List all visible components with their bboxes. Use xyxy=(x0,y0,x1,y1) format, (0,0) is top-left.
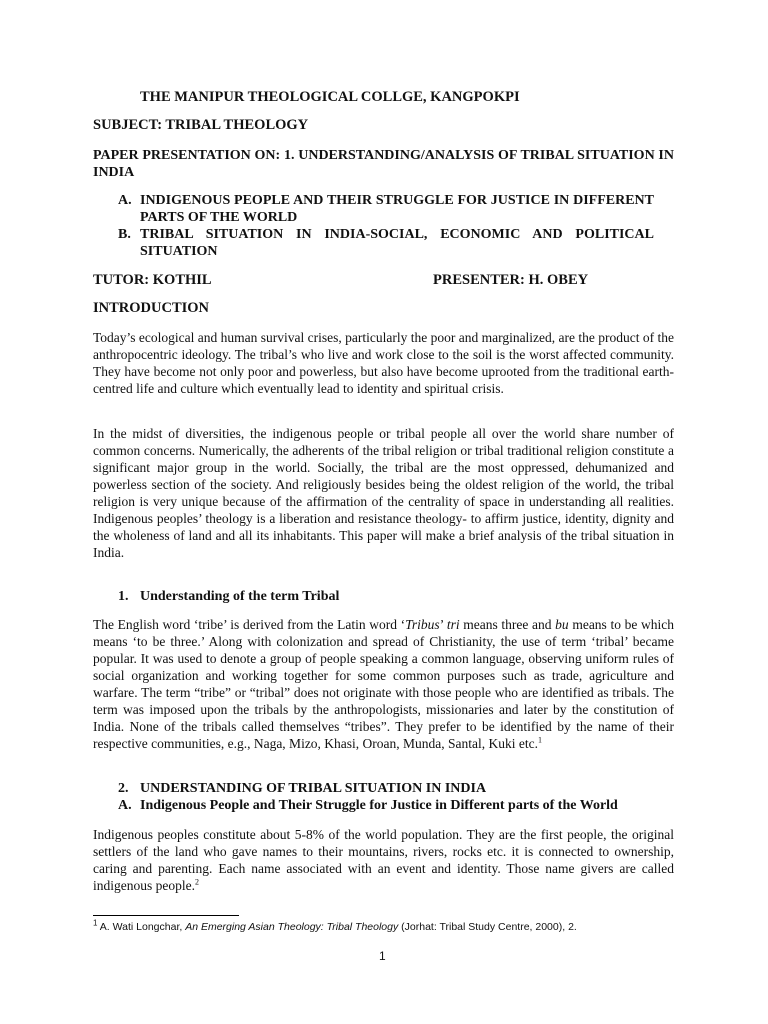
s1-italic-bu: bu xyxy=(555,617,569,632)
intro-paragraph-1: Today’s ecological and human survival crises, particularly the poor and marginalized, are the product of the anthropocentric ideology. The tribal’s who live and work close to the soil is the worst affected community. They have become not only poor and powerless, but also have become uprooted from the traditional earth-centred life and culture which eventually lead to identity and spiritual crisis. xyxy=(93,330,674,396)
s1-italic-tribus: Tribus xyxy=(405,617,440,632)
section-2a-title: Indigenous People and Their Struggle for Justice in Different parts of the World xyxy=(140,798,618,813)
intro-paragraph-2: In the midst of diversities, the indigenous people or tribal people all over the world share number of common concerns. Numerically, the adherents of the tribal religion or tribal traditional religion constitute a significant major group in the world. Socially, the tribal are the most oppressed, dehumanized and powerless section of the society. And religiously besides being the oldest religion of the world, the tribal religion is very unique because of the affirmation of the centrality of space in understanding all realities. Indigenous peoples’ theology is a liberation and resistance theology- to affirm justice, identity, dignity and the wholeness of land and all its inhabitants. This paper will make a brief analysis of the tribal situation in India. xyxy=(93,426,674,560)
subject-line: SUBJECT: TRIBAL THEOLOGY xyxy=(93,117,309,133)
section-1-paragraph xyxy=(93,616,674,752)
footnote-ref-1[interactable]: 1 xyxy=(538,735,543,745)
section-2-marker: 2. xyxy=(118,781,129,796)
footnote-title: An Emerging Asian Theology: Tribal Theology xyxy=(185,921,399,933)
footnote-author: A. Wati Longchar, xyxy=(97,921,186,933)
paper-title: PAPER PRESENTATION ON: 1. UNDERSTANDING/ANALYSIS OF TRIBAL SITUATION IN INDIA xyxy=(93,148,674,180)
section-1-marker: 1. xyxy=(118,589,129,604)
s1-text-2: ’ xyxy=(439,617,447,632)
footnote-ref-2[interactable]: 2 xyxy=(194,877,199,887)
section-2-paragraph xyxy=(93,826,674,894)
section-2a-marker: A. xyxy=(118,798,132,813)
topic-a-marker: A. xyxy=(118,193,132,208)
presenter-line: PRESENTER: H. OBEY xyxy=(433,272,589,288)
section-1-title: Understanding of the term Tribal xyxy=(140,589,340,604)
section-2-title: UNDERSTANDING OF TRIBAL SITUATION IN INDIA xyxy=(140,781,487,796)
s2-text: Indigenous peoples constitute about 5-8% of the world population. They are the first people, the original settlers of the land who gave names to their mountains, rivers, rocks etc. it is connected to ownership, caring and parenting. Each name associated with an event and identity. Those name givers are called indigenous people. xyxy=(93,827,674,893)
s1-text-4: means to be which means ‘to be three.’ Along with colonization and spread of Christianity, the use of term ‘tribal’ became popular. It was used to denote a group of people speaking a common language, observing uniform rules of social organization and working together for some common purposes such as trade, agriculture and warfare. The term “tribe” or “tribal” does not originate with those people who are identified as tribals. The term was imposed upon the tribals by the anthropologists, missionaries and later by the constitution of India. None of the tribals called themselves “tribes”. They prefer to be identified by the name of their respective communities, e.g., Naga, Mizo, Khasi, Oroan, Munda, Santal, Kuki etc. xyxy=(93,617,674,751)
topic-b-marker: B. xyxy=(118,227,131,242)
footnote-rest: (Jorhat: Tribal Study Centre, 2000), 2. xyxy=(398,921,577,933)
footnote-1 xyxy=(93,918,577,933)
introduction-heading: INTRODUCTION xyxy=(93,300,210,316)
footnote-separator xyxy=(93,915,239,916)
s1-text-1: The English word ‘tribe’ is derived from the Latin word ‘ xyxy=(93,617,406,632)
s1-italic-tri: tri xyxy=(446,617,460,632)
tutor-line: TUTOR: KOTHIL xyxy=(93,272,212,288)
college-title: THE MANIPUR THEOLOGICAL COLLGE, KANGPOKPI xyxy=(140,89,520,105)
topic-b-text: TRIBAL SITUATION IN INDIA-SOCIAL, ECONOMIC AND POLITICAL SITUATION xyxy=(140,227,654,259)
footnote-number: 1 xyxy=(93,918,98,928)
s1-text-3: means three and xyxy=(459,617,556,632)
topic-a-text: INDIGENOUS PEOPLE AND THEIR STRUGGLE FOR JUSTICE IN DIFFERENT PARTS OF THE WORLD xyxy=(140,193,654,225)
page-number: 1 xyxy=(379,949,386,963)
